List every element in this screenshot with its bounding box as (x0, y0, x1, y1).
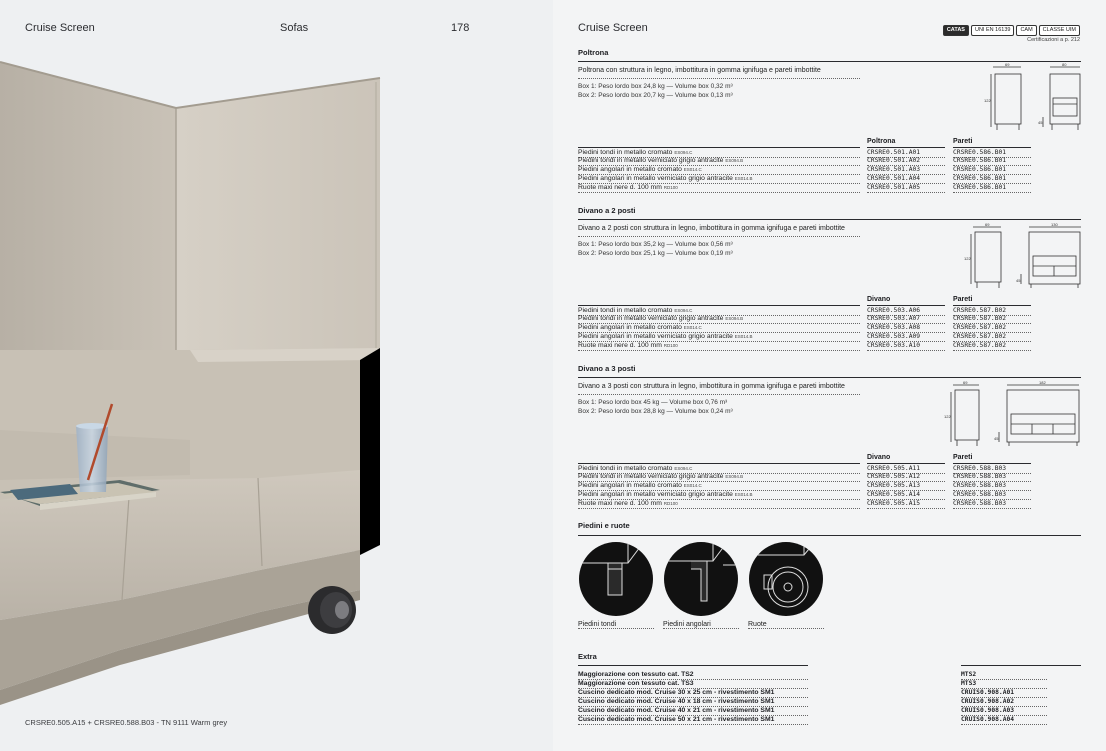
row-label: Piedini angolari in metallo verniciato grigio antracite ES014.B (578, 174, 860, 184)
row-label: Piedini tondi in metallo verniciato grigio antracite ES094.B (578, 156, 860, 166)
dim-height: 122 (944, 414, 951, 419)
table-row (578, 165, 1033, 174)
section-rule (578, 219, 1081, 220)
extra-label: Cuscino dedicato mod. Cruise 40 x 18 cm - rivestimento SM1 (578, 697, 808, 707)
section-rule (578, 535, 1081, 536)
table-row (578, 499, 1033, 508)
dim-height: 122 (964, 256, 971, 261)
walls-code: CRSRE0.588.B03 (953, 490, 1031, 500)
walls-code: CRSRE0.586.B01 (953, 183, 1031, 193)
left-header-category: Sofas (280, 22, 309, 34)
walls-code: CRSRE0.586.B01 (953, 165, 1031, 175)
product-code: CRSRE0.501.A05 (867, 183, 945, 193)
dim-depth: 69 (985, 222, 990, 227)
extra-code: CRUIS0.908.A02 (961, 697, 1047, 707)
table-row (578, 463, 1033, 472)
walls-code: CRSRE0.587.B02 (953, 323, 1031, 333)
product-code: CRSRE0.503.A08 (867, 323, 945, 333)
walls-code: CRSRE0.588.B03 (953, 481, 1031, 491)
walls-code: CRSRE0.588.B03 (953, 463, 1031, 474)
finish-code: ES014.B (734, 334, 753, 339)
section-title: Piedini e ruote (578, 521, 630, 530)
row-label: Piedini tondi in metallo cromato ES094.C (578, 305, 860, 316)
table-row (578, 314, 1033, 323)
table-row (578, 490, 1033, 499)
product-code: CRSRE0.505.A15 (867, 499, 945, 509)
finish-code: ES014.B (734, 176, 753, 181)
table-row (578, 174, 1033, 183)
section-description: Divano a 2 posti con struttura in legno, imbottitura in gomma ignifuga e pareti imbottite (578, 225, 845, 232)
feet-label: Piedini angolari (663, 621, 739, 629)
table-row (578, 147, 1033, 156)
finish-code: ES014.C (683, 167, 702, 172)
row-label: Piedini angolari in metallo cromato ES014.C (578, 481, 860, 491)
extra-label: Cuscino dedicato mod. Cruise 30 x 25 cm - rivestimento SM1 (578, 688, 808, 698)
extra-label: Cuscino dedicato mod. Cruise 50 x 21 cm - rivestimento SM1 (578, 715, 808, 725)
col-head: Poltrona (867, 138, 896, 145)
dim-depth: 69 (963, 380, 968, 385)
product-code: CRSRE0.501.A01 (867, 147, 945, 158)
row-label: Ruote maxi nere d. 100 mm RD100 (578, 341, 860, 351)
angular-feet-illustration (663, 541, 739, 628)
round-foot-icon (578, 541, 654, 617)
product-code: CRSRE0.501.A03 (867, 165, 945, 175)
table-row (578, 323, 1033, 332)
table-row (578, 156, 1033, 165)
cert-badge: CATAS (943, 25, 969, 36)
dim-seat: 45 (994, 436, 999, 441)
poltrona-drawing (983, 62, 1083, 134)
col-head: Pareti (953, 138, 973, 145)
walls-code: CRSRE0.586.B01 (953, 174, 1031, 184)
section-description: Divano a 3 posti con struttura in legno, imbottitura in gomma ignifuga e pareti imbottite (578, 383, 845, 390)
dim-width: 182 (1039, 380, 1046, 385)
extra-code: CRUIS0.908.A03 (961, 706, 1047, 716)
finish-code: RD100 (663, 185, 678, 190)
cert-badge: CAM (1016, 25, 1036, 36)
box-info: Box 2: Peso lordo box 20,7 kg — Volume box 0,13 m³ (578, 91, 733, 99)
left-header-title: Cruise Screen (25, 22, 95, 34)
divano3-drawing (943, 380, 1083, 450)
round-feet-illustration (578, 541, 654, 628)
dim-seat: 45 (1016, 278, 1021, 283)
col-head: Pareti (953, 454, 973, 461)
finish-code: ES094.C (674, 150, 693, 155)
table-row (578, 341, 1033, 350)
page-number: 178 (451, 22, 470, 34)
cert-badge: UNI EN 16139 (971, 25, 1014, 36)
wheel-icon (748, 541, 824, 617)
row-label: Ruote maxi nere d. 100 mm RD100 (578, 499, 860, 509)
section-feet (578, 521, 1081, 541)
finish-code: ES014.C (683, 325, 702, 330)
col-head: Divano (867, 296, 891, 303)
section-description: Poltrona con struttura in legno, imbottitura in gomma ignifuga e pareti imbottite (578, 67, 821, 74)
extra-label: Maggiorazione con tessuto cat. TS3 (578, 679, 808, 689)
dim-width: 80 (1062, 62, 1067, 67)
product-code: CRSRE0.503.A10 (867, 341, 945, 351)
row-label: Piedini tondi in metallo verniciato grigio antracite ES094.B (578, 314, 860, 324)
walls-code: CRSRE0.588.B03 (953, 472, 1031, 482)
box-info: Box 1: Peso lordo box 35,2 kg — Volume box 0,56 m³ (578, 241, 733, 248)
walls-code: CRSRE0.587.B02 (953, 305, 1031, 316)
feet-label: Piedini tondi (578, 621, 654, 629)
section-title: Extra (578, 652, 597, 661)
finish-code: ES014.C (683, 483, 702, 488)
cert-badge: CLASSE UIM (1039, 25, 1080, 36)
table-row (578, 332, 1033, 341)
row-label: Piedini angolari in metallo verniciato grigio antracite ES014.B (578, 490, 860, 500)
finish-code: RD100 (663, 343, 678, 348)
section-extra (578, 652, 1081, 723)
row-label: Piedini angolari in metallo cromato ES014.C (578, 165, 860, 175)
col-head: Pareti (953, 296, 973, 303)
row-label: Piedini tondi in metallo verniciato grigio antracite ES094.B (578, 472, 860, 482)
right-page (553, 0, 1106, 751)
dim-seat: 45 (1038, 120, 1043, 125)
product-code: CRSRE0.501.A04 (867, 174, 945, 184)
row-label: Piedini angolari in metallo cromato ES014.C (578, 323, 860, 333)
product-code: CRSRE0.501.A02 (867, 156, 945, 166)
divano2-drawing (963, 222, 1083, 292)
col-head: Divano (867, 454, 891, 461)
angular-foot-icon (663, 541, 739, 617)
row-label: Piedini angolari in metallo verniciato grigio antracite ES014.B (578, 332, 860, 342)
walls-code: CRSRE0.586.B01 (953, 147, 1031, 158)
dim-height: 122 (984, 98, 991, 103)
extra-label: Maggiorazione con tessuto cat. TS2 (578, 670, 808, 680)
section-title: Divano a 2 posti (578, 206, 636, 215)
finish-code: ES094.C (674, 308, 693, 313)
box-info: Box 2: Peso lordo box 28,8 kg — Volume box 0,24 m³ (578, 407, 733, 415)
walls-code: CRSRE0.587.B02 (953, 314, 1031, 324)
walls-code: CRSRE0.587.B02 (953, 341, 1031, 351)
product-code: CRSRE0.505.A12 (867, 472, 945, 482)
table-row (578, 472, 1033, 481)
table-row (578, 305, 1033, 314)
row-label: Piedini tondi in metallo cromato ES094.C (578, 463, 860, 474)
row-label: Piedini tondi in metallo cromato ES094.C (578, 147, 860, 158)
row-label: Ruote maxi nere d. 100 mm RD100 (578, 183, 860, 193)
page-title: Cruise Screen (578, 22, 648, 34)
product-code: CRSRE0.505.A11 (867, 463, 945, 474)
section-title: Poltrona (578, 48, 609, 57)
dim-depth: 69 (1005, 62, 1010, 67)
walls-code: CRSRE0.586.B01 (953, 156, 1031, 166)
finish-code: ES094.B (725, 316, 744, 321)
box-info: Box 1: Peso lordo box 24,8 kg — Volume box 0,32 m³ (578, 83, 733, 90)
table-row (578, 481, 1033, 490)
walls-code: CRSRE0.588.B03 (953, 499, 1031, 509)
extra-code: MTS3 (961, 679, 1047, 689)
finish-code: ES094.B (725, 474, 744, 479)
wheels-illustration (748, 541, 824, 628)
feet-label: Ruote (748, 621, 824, 629)
section-rule (578, 377, 1081, 378)
product-code: CRSRE0.503.A06 (867, 305, 945, 316)
extra-code: MTS2 (961, 670, 1047, 680)
product-code: CRSRE0.503.A07 (867, 314, 945, 324)
photo-caption: CRSRE0.505.A15 + CRSRE0.588.B03 - TN 9111 Warm grey (25, 718, 228, 727)
finish-code: ES014.B (734, 492, 753, 497)
extra-label: Cuscino dedicato mod. Cruise 40 x 21 cm - rivestimento SM1 (578, 706, 808, 716)
cert-note: Certificazioni a p. 212 (1027, 37, 1080, 43)
product-code: CRSRE0.505.A13 (867, 481, 945, 491)
certification-badges (943, 25, 1080, 36)
extra-code: CRUIS0.908.A01 (961, 688, 1047, 698)
product-code: CRSRE0.505.A14 (867, 490, 945, 500)
walls-code: CRSRE0.587.B02 (953, 332, 1031, 342)
finish-code: ES094.C (674, 466, 693, 471)
box-info: Box 2: Peso lordo box 25,1 kg — Volume box 0,19 m³ (578, 249, 733, 257)
finish-code: RD100 (663, 501, 678, 506)
table-row (578, 183, 1033, 192)
box-info: Box 1: Peso lordo box 45 kg — Volume box 0,76 m³ (578, 399, 728, 406)
extra-code: CRUIS0.908.A04 (961, 715, 1047, 725)
product-code: CRSRE0.503.A09 (867, 332, 945, 342)
dim-width: 130 (1051, 222, 1058, 227)
section-title: Divano a 3 posti (578, 364, 636, 373)
finish-code: ES094.B (725, 158, 744, 163)
